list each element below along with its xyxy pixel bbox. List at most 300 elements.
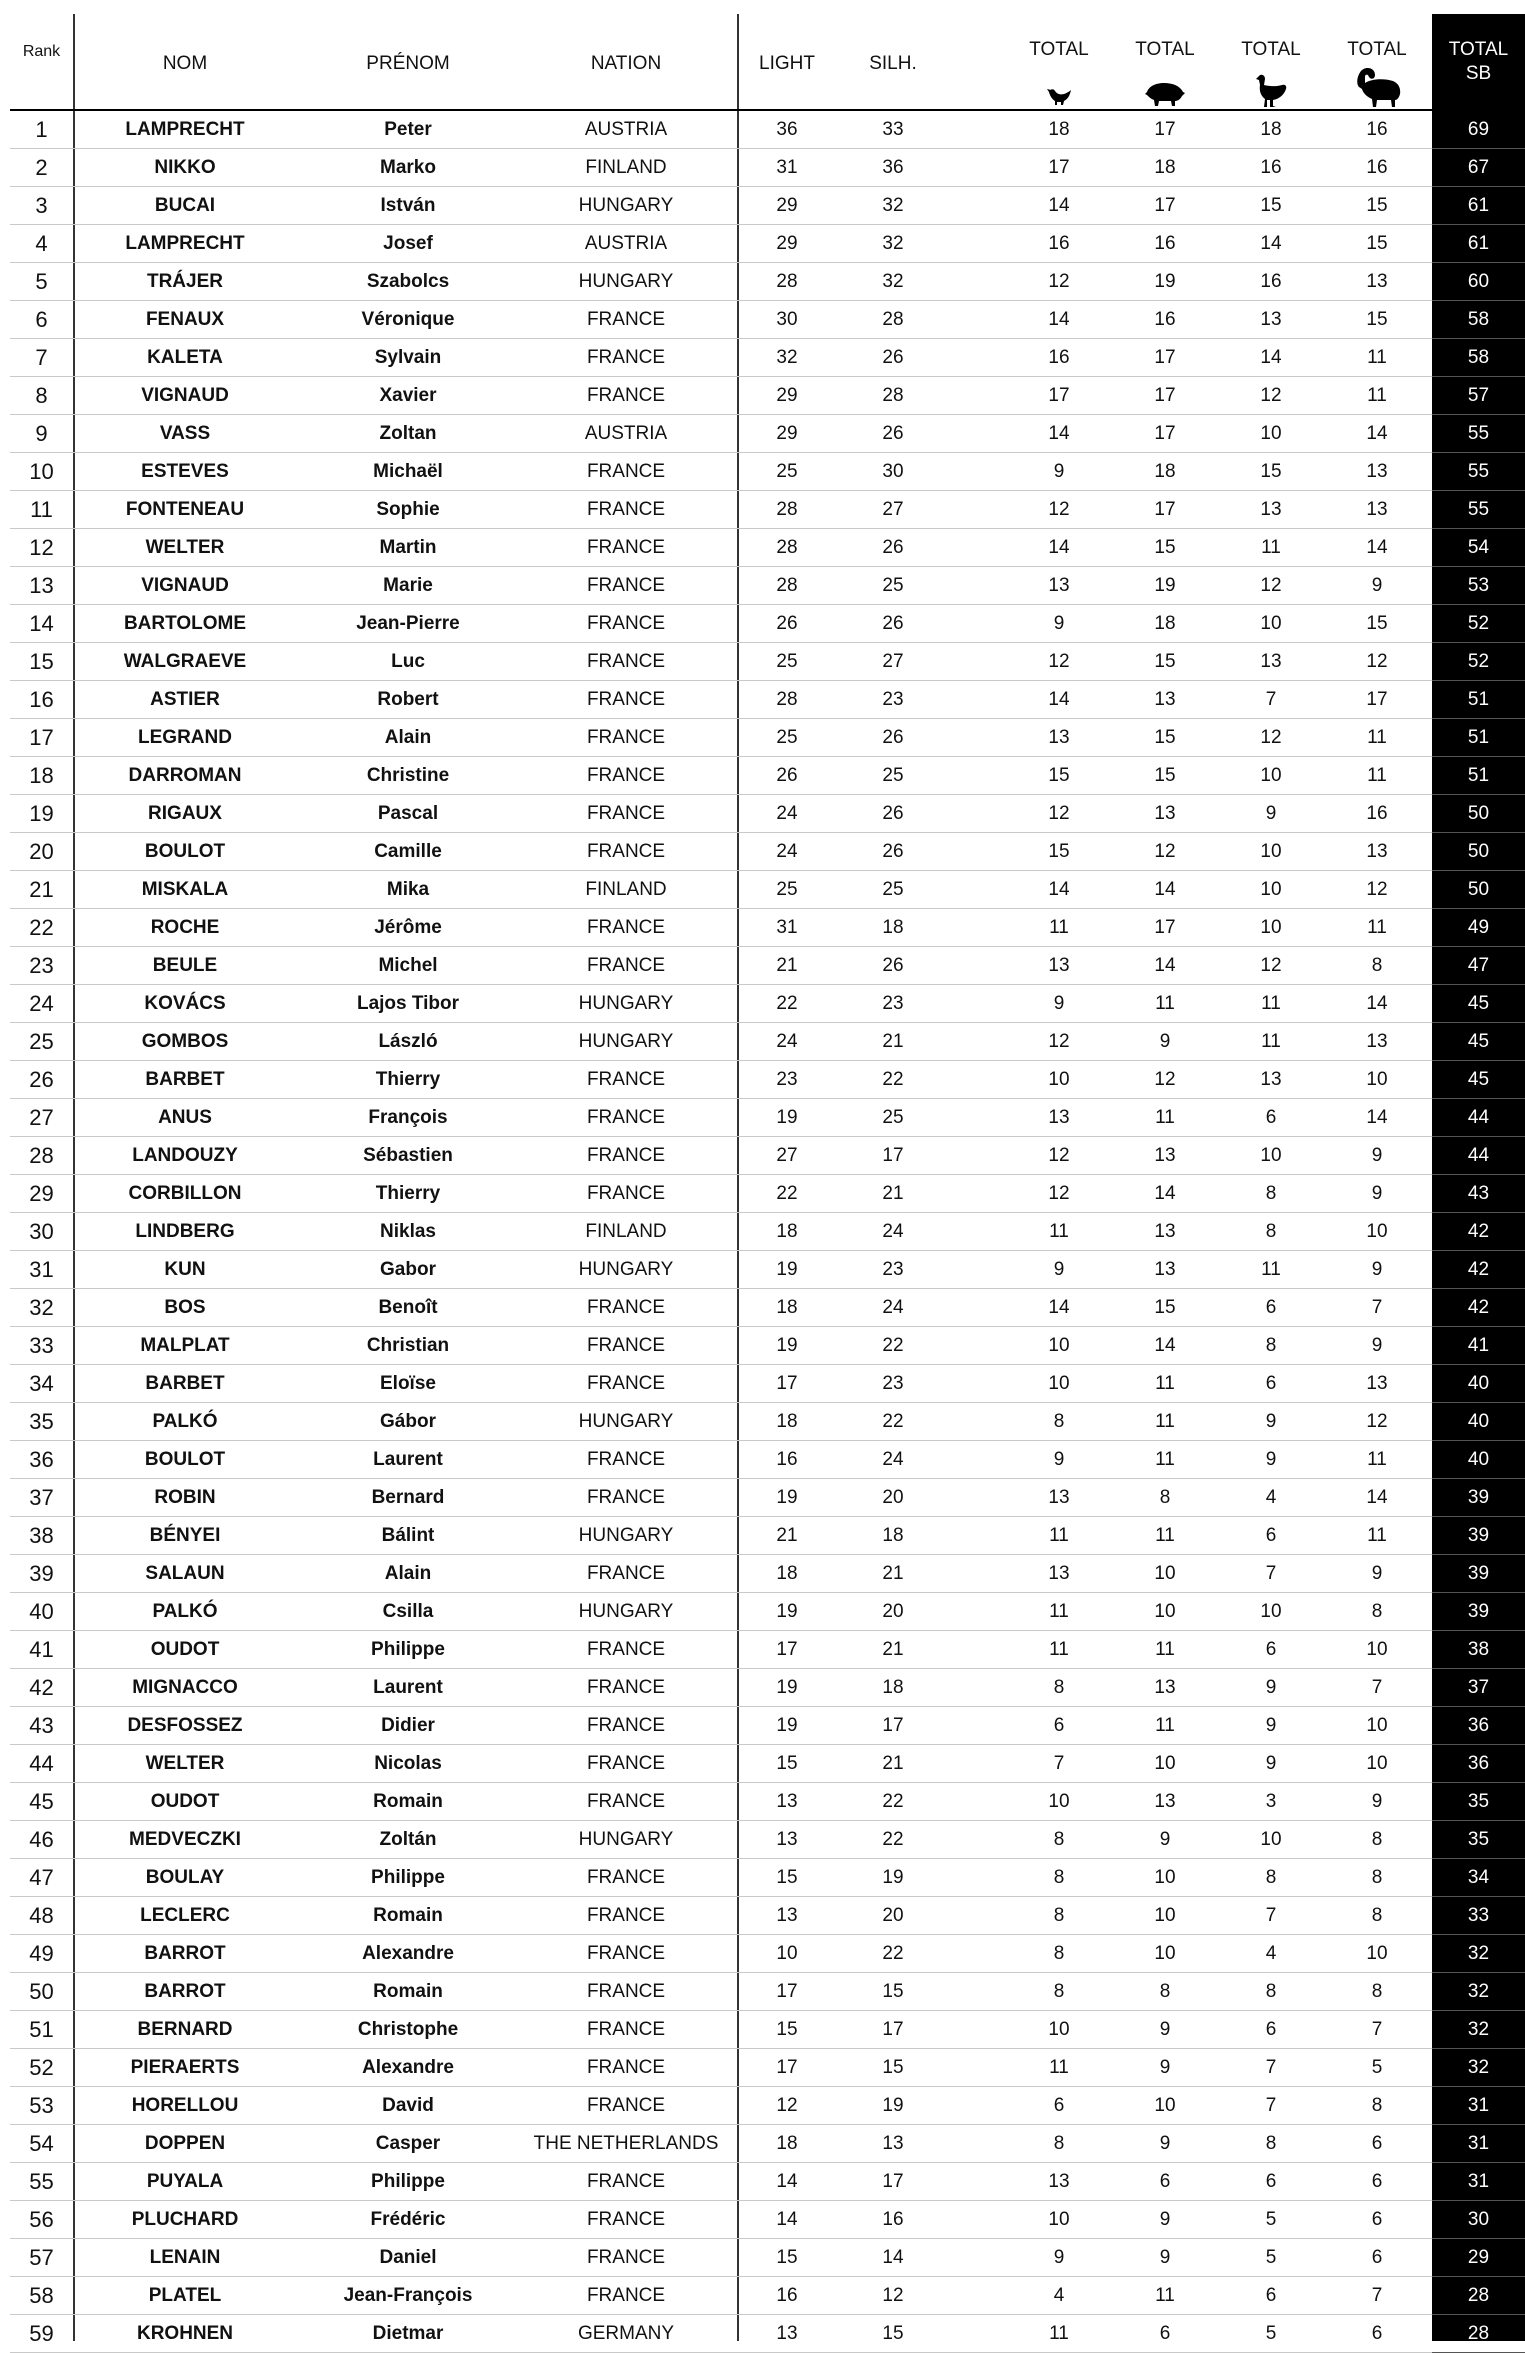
nation-cell: FRANCE — [586, 727, 666, 748]
total-turkey-cell: 10 — [1260, 613, 1282, 634]
table-row — [0, 1023, 1525, 1061]
total-chicken-cell: 11 — [1049, 2057, 1069, 2078]
light-cell: 18 — [776, 2133, 798, 2154]
nom-cell: VASS — [159, 423, 211, 444]
total-turkey-cell: 10 — [1260, 765, 1282, 786]
prenom-cell: Luc — [391, 651, 425, 672]
total-sb-cell: 38 — [1467, 1639, 1490, 1660]
light-cell: 13 — [776, 1791, 798, 1812]
light-cell: 29 — [776, 233, 798, 254]
rank-cell: 11 — [30, 497, 53, 522]
total-sb-cell: 28 — [1467, 2285, 1490, 2306]
prenom-cell: Alexandre — [362, 1943, 454, 1964]
total-turkey-cell: 11 — [1261, 1031, 1281, 1052]
nation-cell: FRANCE — [586, 955, 666, 976]
rank-cell: 49 — [29, 1941, 54, 1966]
silh-cell: 17 — [882, 1145, 904, 1166]
total-boar-cell: 13 — [1154, 1145, 1176, 1166]
total-sb-cell: 69 — [1467, 119, 1490, 140]
nom-cell: TRÁJER — [146, 271, 223, 292]
table-row — [0, 1175, 1525, 1213]
total-chicken-cell: 12 — [1048, 1183, 1070, 1204]
total-chicken-cell: 13 — [1048, 1487, 1070, 1508]
rank-cell: 44 — [29, 1751, 54, 1776]
rank-cell: 26 — [29, 1067, 54, 1092]
total-sb-cell: 44 — [1467, 1107, 1490, 1128]
total-chicken-cell: 9 — [1053, 993, 1065, 1014]
total-sb-cell: 31 — [1467, 2133, 1490, 2154]
light-cell: 26 — [776, 613, 798, 634]
total-boar-cell: 18 — [1154, 157, 1176, 178]
prenom-cell: Véronique — [361, 309, 455, 330]
nation-cell: GERMANY — [577, 2323, 675, 2344]
header-total-boar: TOTAL — [1135, 39, 1195, 60]
nation-cell: FRANCE — [586, 1905, 666, 1926]
silh-cell: 26 — [882, 613, 904, 634]
total-boar-cell: 15 — [1154, 765, 1176, 786]
total-ram-cell: 6 — [1371, 2209, 1383, 2230]
total-turkey-cell: 15 — [1260, 195, 1282, 216]
total-chicken-cell: 8 — [1053, 1677, 1065, 1698]
table-row — [0, 1973, 1525, 2011]
total-chicken-cell: 12 — [1048, 1145, 1070, 1166]
total-turkey-cell: 11 — [1261, 1259, 1281, 1280]
silh-cell: 22 — [882, 1829, 904, 1850]
nom-cell: BARTOLOME — [123, 613, 247, 634]
header-light: LIGHT — [759, 53, 815, 74]
nom-cell: VIGNAUD — [141, 385, 229, 406]
total-sb-cell: 57 — [1467, 385, 1490, 406]
light-cell: 28 — [776, 575, 798, 596]
silh-cell: 20 — [882, 1601, 904, 1622]
total-boar-cell: 17 — [1154, 119, 1176, 140]
total-ram-cell: 12 — [1366, 651, 1388, 672]
nom-cell: OUDOT — [150, 1791, 220, 1812]
total-ram-cell: 6 — [1371, 2133, 1383, 2154]
total-boar-cell: 17 — [1154, 423, 1176, 444]
total-ram-cell: 14 — [1366, 537, 1388, 558]
rank-cell: 10 — [29, 459, 54, 484]
total-sb-cell: 36 — [1467, 1715, 1490, 1736]
prenom-cell: Christophe — [357, 2019, 459, 2040]
total-sb-cell: 32 — [1467, 1981, 1490, 2002]
light-cell: 22 — [776, 1183, 798, 1204]
nation-cell: FRANCE — [586, 1639, 666, 1660]
table-row — [0, 909, 1525, 947]
total-ram-cell: 6 — [1371, 2171, 1383, 2192]
nation-cell: FRANCE — [586, 1715, 666, 1736]
light-cell: 18 — [776, 1221, 798, 1242]
nation-cell: FRANCE — [586, 1867, 666, 1888]
rank-cell: 33 — [29, 1333, 54, 1358]
light-cell: 25 — [776, 727, 798, 748]
light-cell: 28 — [776, 689, 798, 710]
prenom-cell: Josef — [383, 233, 433, 254]
table-row — [0, 1403, 1525, 1441]
prenom-cell: Pascal — [377, 803, 439, 824]
total-ram-cell: 14 — [1366, 1487, 1388, 1508]
total-chicken-cell: 13 — [1048, 575, 1070, 596]
nation-cell: FRANCE — [586, 689, 666, 710]
total-ram-cell: 12 — [1366, 879, 1388, 900]
total-boar-cell: 17 — [1154, 347, 1176, 368]
silh-cell: 18 — [882, 917, 904, 938]
rank-cell: 20 — [29, 839, 54, 864]
total-ram-cell: 10 — [1366, 1715, 1388, 1736]
total-turkey-cell: 10 — [1260, 1829, 1282, 1850]
rank-cell: 5 — [35, 269, 48, 294]
silh-cell: 30 — [882, 461, 904, 482]
total-boar-cell: 18 — [1154, 613, 1176, 634]
total-sb-cell: 55 — [1467, 461, 1490, 482]
prenom-cell: Romain — [373, 1981, 443, 2002]
light-cell: 30 — [776, 309, 798, 330]
nation-cell: FRANCE — [586, 613, 666, 634]
prenom-cell: Romain — [373, 1791, 443, 1812]
total-turkey-cell: 14 — [1260, 233, 1282, 254]
prenom-cell: Bernard — [371, 1487, 445, 1508]
nation-cell: FRANCE — [586, 575, 666, 596]
total-boar-cell: 18 — [1154, 461, 1176, 482]
total-boar-cell: 9 — [1159, 1829, 1171, 1850]
table-row — [0, 1669, 1525, 1707]
rank-cell: 45 — [29, 1789, 54, 1814]
total-ram-cell: 7 — [1371, 1297, 1383, 1318]
prenom-cell: Peter — [384, 119, 432, 140]
total-chicken-cell: 9 — [1053, 461, 1065, 482]
light-cell: 21 — [776, 955, 798, 976]
table-row — [0, 1821, 1525, 1859]
total-boar-cell: 14 — [1154, 1335, 1176, 1356]
nom-cell: ROCHE — [150, 917, 220, 938]
rank-cell: 24 — [29, 991, 54, 1016]
total-turkey-cell: 5 — [1265, 2323, 1277, 2344]
nation-cell: FRANCE — [586, 1791, 666, 1812]
nom-cell: BOULOT — [144, 1449, 226, 1470]
light-cell: 25 — [776, 651, 798, 672]
table-row — [0, 1859, 1525, 1897]
silh-cell: 22 — [882, 1943, 904, 1964]
total-chicken-cell: 10 — [1048, 2209, 1070, 2230]
total-turkey-cell: 13 — [1260, 651, 1282, 672]
total-chicken-cell: 9 — [1053, 1259, 1065, 1280]
light-cell: 13 — [776, 1905, 798, 1926]
total-sb-cell: 45 — [1467, 993, 1490, 1014]
table-row — [0, 263, 1525, 301]
total-turkey-cell: 7 — [1265, 1563, 1277, 1584]
total-sb-cell: 52 — [1467, 613, 1490, 634]
total-ram-cell: 9 — [1371, 575, 1383, 596]
prenom-cell: Robert — [377, 689, 439, 710]
silh-cell: 26 — [882, 955, 904, 976]
light-cell: 16 — [776, 2285, 798, 2306]
total-chicken-cell: 11 — [1049, 1221, 1069, 1242]
total-chicken-cell: 12 — [1048, 499, 1070, 520]
silh-cell: 26 — [882, 727, 904, 748]
total-turkey-cell: 18 — [1260, 119, 1282, 140]
total-boar-cell: 15 — [1154, 727, 1176, 748]
total-ram-cell: 9 — [1371, 1183, 1383, 1204]
light-cell: 15 — [776, 2019, 798, 2040]
total-sb-cell: 30 — [1467, 2209, 1490, 2230]
total-chicken-cell: 15 — [1048, 765, 1070, 786]
nom-cell: LEGRAND — [138, 727, 232, 748]
silh-cell: 16 — [882, 2209, 904, 2230]
total-turkey-cell: 10 — [1260, 423, 1282, 444]
total-boar-cell: 17 — [1154, 195, 1176, 216]
total-turkey-cell: 8 — [1265, 1981, 1277, 2002]
total-sb-cell: 40 — [1467, 1411, 1490, 1432]
light-cell: 25 — [776, 461, 798, 482]
prenom-cell: Jérôme — [374, 917, 442, 938]
total-ram-cell: 8 — [1371, 1981, 1383, 2002]
rank-cell: 22 — [29, 915, 54, 940]
total-sb-cell: 35 — [1467, 1829, 1490, 1850]
total-boar-cell: 12 — [1154, 1069, 1176, 1090]
nom-cell: LINDBERG — [135, 1221, 235, 1242]
nom-cell: SALAUN — [145, 1563, 225, 1584]
light-cell: 36 — [776, 119, 798, 140]
total-ram-cell: 9 — [1371, 1563, 1383, 1584]
nation-cell: HUNGARY — [578, 1601, 674, 1622]
silh-cell: 36 — [882, 157, 904, 178]
nation-cell: HUNGARY — [578, 1031, 674, 1052]
total-ram-cell: 12 — [1366, 1411, 1388, 1432]
light-cell: 15 — [776, 1867, 798, 1888]
table-row — [0, 2011, 1525, 2049]
total-boar-cell: 8 — [1159, 1981, 1171, 2002]
total-ram-cell: 17 — [1366, 689, 1388, 710]
silh-cell: 15 — [882, 2323, 904, 2344]
total-ram-cell: 10 — [1366, 1639, 1388, 1660]
total-sb-cell: 36 — [1467, 1753, 1490, 1774]
rank-cell: 53 — [29, 2093, 54, 2118]
nom-cell: BOS — [164, 1297, 206, 1318]
total-ram-cell: 14 — [1366, 1107, 1388, 1128]
table-row — [0, 2125, 1525, 2163]
rank-cell: 43 — [29, 1713, 54, 1738]
total-sb-cell: 50 — [1467, 879, 1490, 900]
rank-cell: 14 — [29, 611, 54, 636]
total-ram-cell: 11 — [1367, 765, 1387, 786]
total-turkey-cell: 7 — [1265, 689, 1277, 710]
total-sb-cell: 41 — [1467, 1335, 1490, 1356]
rank-cell: 9 — [35, 421, 48, 446]
nom-cell: VIGNAUD — [141, 575, 229, 596]
total-sb-cell: 50 — [1467, 841, 1490, 862]
total-boar-cell: 10 — [1154, 1905, 1176, 1926]
total-chicken-cell: 6 — [1053, 1715, 1065, 1736]
total-boar-cell: 9 — [1159, 2133, 1171, 2154]
header-total-sb-line1: TOTAL — [1448, 39, 1509, 60]
header-silh: SILH. — [869, 53, 917, 74]
total-turkey-cell: 6 — [1265, 1525, 1277, 1546]
light-cell: 15 — [776, 2247, 798, 2268]
silh-cell: 25 — [882, 575, 904, 596]
total-turkey-cell: 13 — [1260, 499, 1282, 520]
silh-cell: 23 — [882, 993, 904, 1014]
prenom-cell: Martin — [379, 537, 437, 558]
total-sb-cell: 39 — [1467, 1487, 1490, 1508]
nom-cell: BOULAY — [145, 1867, 225, 1888]
rank-cell: 21 — [29, 877, 54, 902]
table-row — [0, 187, 1525, 225]
nom-cell: WALGRAEVE — [123, 651, 247, 672]
light-cell: 28 — [776, 537, 798, 558]
prenom-cell: Alain — [384, 1563, 432, 1584]
total-turkey-cell: 13 — [1260, 1069, 1282, 1090]
total-turkey-cell: 9 — [1265, 1411, 1277, 1432]
total-ram-cell: 13 — [1366, 841, 1388, 862]
light-cell: 19 — [776, 1677, 798, 1698]
nation-cell: FRANCE — [586, 1981, 666, 2002]
table-row — [0, 491, 1525, 529]
rank-cell: 40 — [29, 1599, 54, 1624]
total-sb-cell: 55 — [1467, 499, 1490, 520]
nation-cell: FRANCE — [586, 461, 666, 482]
total-turkey-cell: 8 — [1265, 2133, 1277, 2154]
silh-cell: 25 — [882, 765, 904, 786]
total-turkey-cell: 8 — [1265, 1221, 1277, 1242]
total-ram-cell: 7 — [1371, 1677, 1383, 1698]
total-turkey-cell: 11 — [1261, 993, 1281, 1014]
prenom-cell: László — [378, 1031, 438, 1052]
table-row — [0, 1935, 1525, 1973]
rank-cell: 54 — [29, 2131, 54, 2156]
nom-cell: CORBILLON — [128, 1183, 242, 1204]
total-turkey-cell: 6 — [1265, 2285, 1277, 2306]
total-boar-cell: 6 — [1159, 2171, 1171, 2192]
total-boar-cell: 17 — [1154, 917, 1176, 938]
prenom-cell: Thierry — [375, 1183, 441, 1204]
rank-cell: 51 — [29, 2017, 54, 2042]
total-ram-cell: 6 — [1371, 2247, 1383, 2268]
prenom-cell: Xavier — [379, 385, 437, 406]
prenom-cell: Bálint — [381, 1525, 435, 1546]
nation-cell: FRANCE — [586, 651, 666, 672]
silh-cell: 22 — [882, 1335, 904, 1356]
total-sb-cell: 37 — [1467, 1677, 1490, 1698]
total-ram-cell: 11 — [1367, 727, 1387, 748]
total-boar-cell: 14 — [1154, 879, 1176, 900]
prenom-cell: Marie — [383, 575, 433, 596]
table-row — [0, 1479, 1525, 1517]
table-row — [0, 2087, 1525, 2125]
total-chicken-cell: 14 — [1048, 879, 1070, 900]
total-chicken-cell: 13 — [1048, 1107, 1070, 1128]
rank-cell: 31 — [29, 1257, 54, 1282]
total-boar-cell: 9 — [1159, 1031, 1171, 1052]
nation-cell: FRANCE — [586, 1449, 666, 1470]
prenom-cell: Didier — [381, 1715, 435, 1736]
nom-cell: FONTENEAU — [125, 499, 245, 520]
light-cell: 27 — [776, 1145, 798, 1166]
nation-cell: FRANCE — [586, 1145, 666, 1166]
light-cell: 28 — [776, 499, 798, 520]
total-boar-cell: 9 — [1159, 2209, 1171, 2230]
rank-cell: 18 — [29, 763, 54, 788]
total-chicken-cell: 11 — [1049, 1639, 1069, 1660]
rank-cell: 7 — [35, 345, 48, 370]
total-turkey-cell: 16 — [1260, 157, 1282, 178]
rank-cell: 32 — [29, 1295, 54, 1320]
light-cell: 15 — [776, 1753, 798, 1774]
total-turkey-cell: 10 — [1260, 879, 1282, 900]
rank-cell: 57 — [29, 2245, 54, 2270]
prenom-cell: Romain — [373, 1905, 443, 1926]
nation-cell: FRANCE — [586, 841, 666, 862]
total-sb-cell: 39 — [1467, 1525, 1490, 1546]
total-chicken-cell: 8 — [1053, 1981, 1065, 2002]
total-turkey-cell: 5 — [1265, 2209, 1277, 2230]
total-turkey-cell: 7 — [1265, 1905, 1277, 1926]
prenom-cell: Thierry — [375, 1069, 441, 1090]
nom-cell: ASTIER — [150, 689, 220, 710]
nation-cell: FRANCE — [586, 1943, 666, 1964]
total-chicken-cell: 8 — [1053, 1867, 1065, 1888]
total-chicken-cell: 10 — [1048, 2019, 1070, 2040]
total-chicken-cell: 8 — [1053, 1411, 1065, 1432]
total-turkey-cell: 7 — [1265, 2095, 1277, 2116]
rank-cell: 3 — [35, 193, 48, 218]
nation-cell: FRANCE — [586, 2057, 666, 2078]
total-sb-cell: 61 — [1467, 233, 1490, 254]
nom-cell: DARROMAN — [128, 765, 242, 786]
total-boar-cell: 11 — [1155, 2285, 1175, 2306]
header-total-ram: TOTAL — [1347, 39, 1407, 60]
total-sb-cell: 55 — [1467, 423, 1490, 444]
rank-cell: 25 — [29, 1029, 54, 1054]
table-row — [0, 339, 1525, 377]
total-sb-cell: 40 — [1467, 1449, 1490, 1470]
light-cell: 24 — [776, 803, 798, 824]
total-ram-cell: 6 — [1371, 2323, 1383, 2344]
total-boar-cell: 9 — [1159, 2247, 1171, 2268]
total-turkey-cell: 6 — [1265, 1639, 1277, 1660]
total-chicken-cell: 14 — [1048, 423, 1070, 444]
total-turkey-cell: 15 — [1260, 461, 1282, 482]
rank-cell: 8 — [35, 383, 48, 408]
total-boar-cell: 13 — [1154, 1791, 1176, 1812]
total-turkey-cell: 16 — [1260, 271, 1282, 292]
rank-cell: 17 — [29, 725, 54, 750]
nation-cell: FRANCE — [586, 347, 666, 368]
total-boar-cell: 10 — [1154, 1753, 1176, 1774]
light-cell: 18 — [776, 1297, 798, 1318]
table-row — [0, 1783, 1525, 1821]
total-sb-cell: 42 — [1467, 1221, 1490, 1242]
total-sb-cell: 32 — [1467, 2019, 1490, 2040]
total-chicken-cell: 12 — [1048, 803, 1070, 824]
total-chicken-cell: 10 — [1048, 1791, 1070, 1812]
total-ram-cell: 15 — [1366, 195, 1388, 216]
light-cell: 18 — [776, 1563, 798, 1584]
nation-cell: HUNGARY — [578, 1411, 674, 1432]
silh-cell: 21 — [882, 1183, 904, 1204]
nom-cell: LECLERC — [140, 1905, 230, 1926]
light-cell: 29 — [776, 423, 798, 444]
total-sb-cell: 32 — [1467, 2057, 1490, 2078]
total-turkey-cell: 12 — [1260, 575, 1282, 596]
rank-cell: 39 — [29, 1561, 54, 1586]
total-boar-cell: 10 — [1154, 1563, 1176, 1584]
total-sb-cell: 34 — [1467, 1867, 1490, 1888]
total-boar-cell: 13 — [1154, 803, 1176, 824]
table-row — [0, 1251, 1525, 1289]
total-sb-cell: 31 — [1467, 2095, 1490, 2116]
total-boar-cell: 9 — [1159, 2019, 1171, 2040]
total-ram-cell: 11 — [1367, 1525, 1387, 1546]
